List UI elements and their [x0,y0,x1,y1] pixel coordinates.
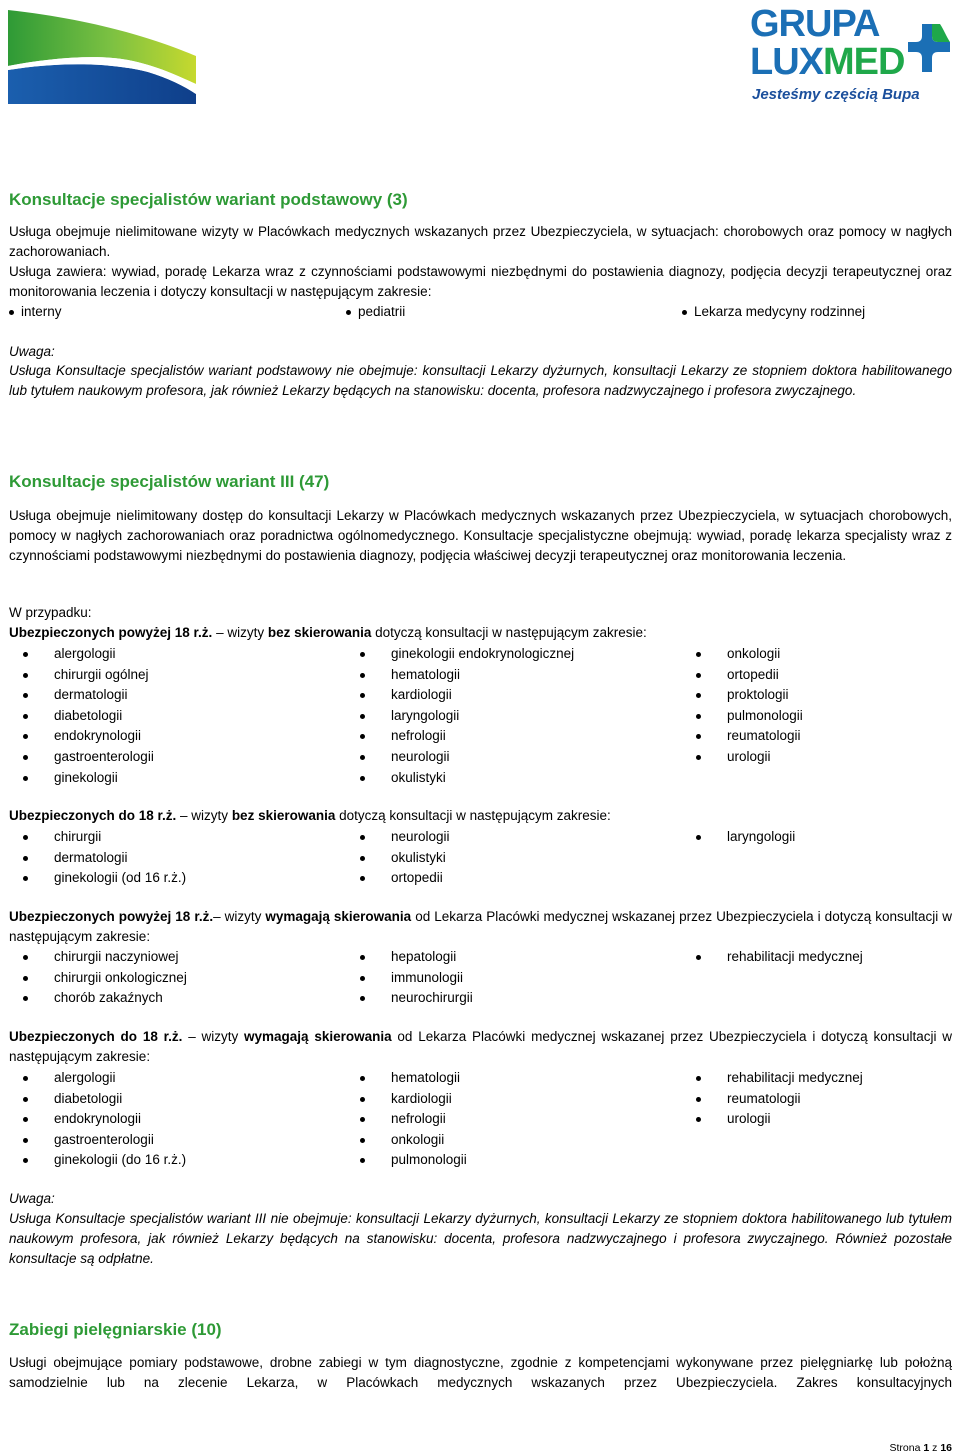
g1-heading-bold2: bez skierowania [267,625,372,640]
g2-heading [9,806,952,826]
g3-heading-rest: od Lekarza Placówki medycznej wskazanej przez Ubezpieczyciela i dotyczą konsultacji w następującym zakresie: [9,909,953,944]
g3-heading-mid: – wizyty [213,909,266,924]
s2-note-label: Uwaga: [9,1191,55,1206]
g1-item: kardiologii [391,685,452,705]
g2-item: laryngologii [727,827,795,847]
g1-heading [9,623,952,643]
g2-item: chirurgii [54,827,101,847]
g2-item: ginekologii (od 16 r.ż.) [54,868,186,888]
section-title-konsultacje-podstawowy: Konsultacje specjalistów wariant podstawowy (3) [9,190,408,209]
luxmed-cross-icon [906,22,952,74]
g2-heading-rest: dotyczą konsultacji w następującym zakresie: [335,808,611,823]
green-swoosh-logo [8,10,196,104]
g1-item: ginekologii [54,768,118,788]
s1-paragraph-1: Usługa obejmuje nielimitowane wizyty w Placówkach medycznych wskazanych przez Ubezpieczyciela, w sytuacjach: chorobowych oraz pomocy w nagłych zachorowaniach. [9,224,952,259]
s1-note-label: Uwaga: [9,344,55,359]
g3-item: rehabilitacji medycznej [727,947,863,967]
s2-case-label: W przypadku: [9,605,92,620]
g2-item: ortopedii [391,868,443,888]
g2-heading-bold1: Ubezpieczonych do 18 r.ż. [9,808,177,823]
g4-heading-bold1: Ubezpieczonych do 18 r.ż. [9,1029,183,1044]
g1-item: diabetologii [54,706,122,726]
brand-line-luxmed [750,41,905,83]
g3-item: neurochirurgii [391,988,473,1008]
luxmed-logo [748,4,954,104]
g1-heading-bold1: Ubezpieczonych powyżej 18 r.ż. [9,625,213,640]
g2-item: dermatologii [54,848,128,868]
g4-item: alergologii [54,1068,116,1088]
s1-item-lekarza-rodzinnej: Lekarza medycyny rodzinnej [694,302,865,322]
page-number [890,1442,952,1454]
page-number-prefix: Strona [889,1442,924,1454]
g2-heading-bold2: bez skierowania [231,808,336,823]
g1-item: alergologii [54,644,116,664]
g1-item: okulistyki [391,768,446,788]
s1-paragraph-2: Usługa zawiera: wywiad, poradę Lekarza wraz z czynnościami podstawowymi niezbędnymi do postawienia diagnozy, podjęcia decyzji terapeutycznej oraz monitorowania leczenia i dotyczy konsultacji w następującym zakresie: [9,264,952,299]
g1-item: ortopedii [727,665,779,685]
s1-item-interny: interny [21,302,62,322]
g1-item: urologii [727,747,771,767]
brand-slogan: Jesteśmy częścią Bupa [752,86,920,103]
g1-item: neurologii [391,747,450,767]
g4-item: kardiologii [391,1089,452,1109]
g4-heading-mid: – wizyty [182,1029,245,1044]
g4-heading [9,1027,952,1067]
brand-lux: LUX [750,41,823,83]
g1-heading-rest: dotyczą konsultacji w następującym zakresie: [371,625,647,640]
page-number-total: 16 [940,1442,952,1454]
g3-item: chirurgii naczyniowej [54,947,179,967]
g1-item: laryngologii [391,706,459,726]
g4-item: reumatologii [727,1089,801,1109]
brand-med: MED [823,41,905,83]
s1-item-pediatrii: pediatrii [358,302,405,322]
g4-item: gastroenterologii [54,1130,154,1150]
g4-item: pulmonologii [391,1150,467,1170]
g3-heading-bold2: wymagają skierowania [265,909,412,924]
g1-item: reumatologii [727,726,801,746]
section-title-konsultacje-wariant-iii: Konsultacje specjalistów wariant III (47) [9,472,330,491]
s1-note: Usługa Konsultacje specjalistów wariant podstawowy nie obejmuje: konsultacji Lekarzy dyżurnych, konsultacji Lekarzy ze stopniem doktora habilitowanego lub tytułem naukowym profesora, jak również Lekarzy będących na stanowisku: docenta, profesora nadzwyczajnego i profesora zwyczajnego. [9,363,952,398]
g1-item: hematologii [391,665,460,685]
g4-item: rehabilitacji medycznej [727,1068,863,1088]
g1-item: proktologii [727,685,789,705]
g1-item: chirurgii ogólnej [54,665,149,685]
s2-note: Usługa Konsultacje specjalistów wariant III nie obejmuje: konsultacji Lekarzy dyżurnych, konsultacji Lekarzy ze stopniem doktora habilitowanego lub tytułem naukowym profesora, jak również Lekarzy będących na stanowisku: docenta, profesora nadzwyczajnego i profesora zwyczajnego. Również pozostałe konsultacje są odpłatne. [9,1211,952,1266]
brand-line-grupa: GRUPA [750,3,880,45]
g1-item: nefrologii [391,726,446,746]
g4-item: onkologii [391,1130,444,1150]
s3-paragraph-1: Usługi obejmujące pomiary podstawowe, drobne zabiegi w tym diagnostyczne, zgodnie z kompetencjami wykonywane przez pielęgniarkę lub położną samodzielnie lub na zlecenie Lekarza, w Placówkach medycznych wskazanych przez Ubezpieczyciela. Zakres konsultacyjnych [9,1355,952,1390]
g3-item: chirurgii onkologicznej [54,968,187,988]
g1-item: gastroenterologii [54,747,154,767]
g2-item: neurologii [391,827,450,847]
g1-item: onkologii [727,644,780,664]
s2-paragraph-1: Usługa obejmuje nielimitowany dostęp do konsultacji Lekarzy w Placówkach medycznych wskazanych przez Ubezpieczyciela, w sytuacjach chorobowych, pomocy w nagłych zachorowaniach oraz poradnictwa ogólnomedycznego. Konsultacje specjalistyczne obejmują: wywiad, poradę lekarza specjalisty wraz z czynnościami podstawowymi niezbędnymi do postawienia diagnozy, podjęcia właściwej decyzji terapeutycznej oraz monitorowania leczenia. [9,508,952,563]
g4-item: ginekologii (do 16 r.ż.) [54,1150,186,1170]
g3-heading-bold1: Ubezpieczonych powyżej 18 r.ż. [9,909,214,924]
page-number-mid: z [929,1442,941,1454]
g2-item: okulistyki [391,848,446,868]
g4-item: urologii [727,1109,771,1129]
g3-item: immunologii [391,968,463,988]
g1-item: ginekologii endokrynologicznej [391,644,574,664]
g4-item: endokrynologii [54,1109,141,1129]
g4-item: diabetologii [54,1089,122,1109]
g3-item: chorób zakaźnych [54,988,163,1008]
g4-item: nefrologii [391,1109,446,1129]
g4-item: hematologii [391,1068,460,1088]
g1-item: dermatologii [54,685,128,705]
g3-heading [9,907,952,947]
g1-item: endokrynologii [54,726,141,746]
g1-item: pulmonologii [727,706,803,726]
g4-heading-bold2: wymagają skierowania [244,1029,392,1044]
g3-item: hepatologii [391,947,456,967]
g1-heading-mid: – wizyty [212,625,268,640]
page-number-current: 1 [923,1442,930,1454]
g2-heading-mid: – wizyty [176,808,232,823]
g4-heading-rest: od Lekarza Placówki medycznej wskazanej przez Ubezpieczyciela i dotyczą konsultacji w następującym zakresie: [9,1029,953,1064]
section-title-zabiegi: Zabiegi pielęgniarskie (10) [9,1320,222,1339]
